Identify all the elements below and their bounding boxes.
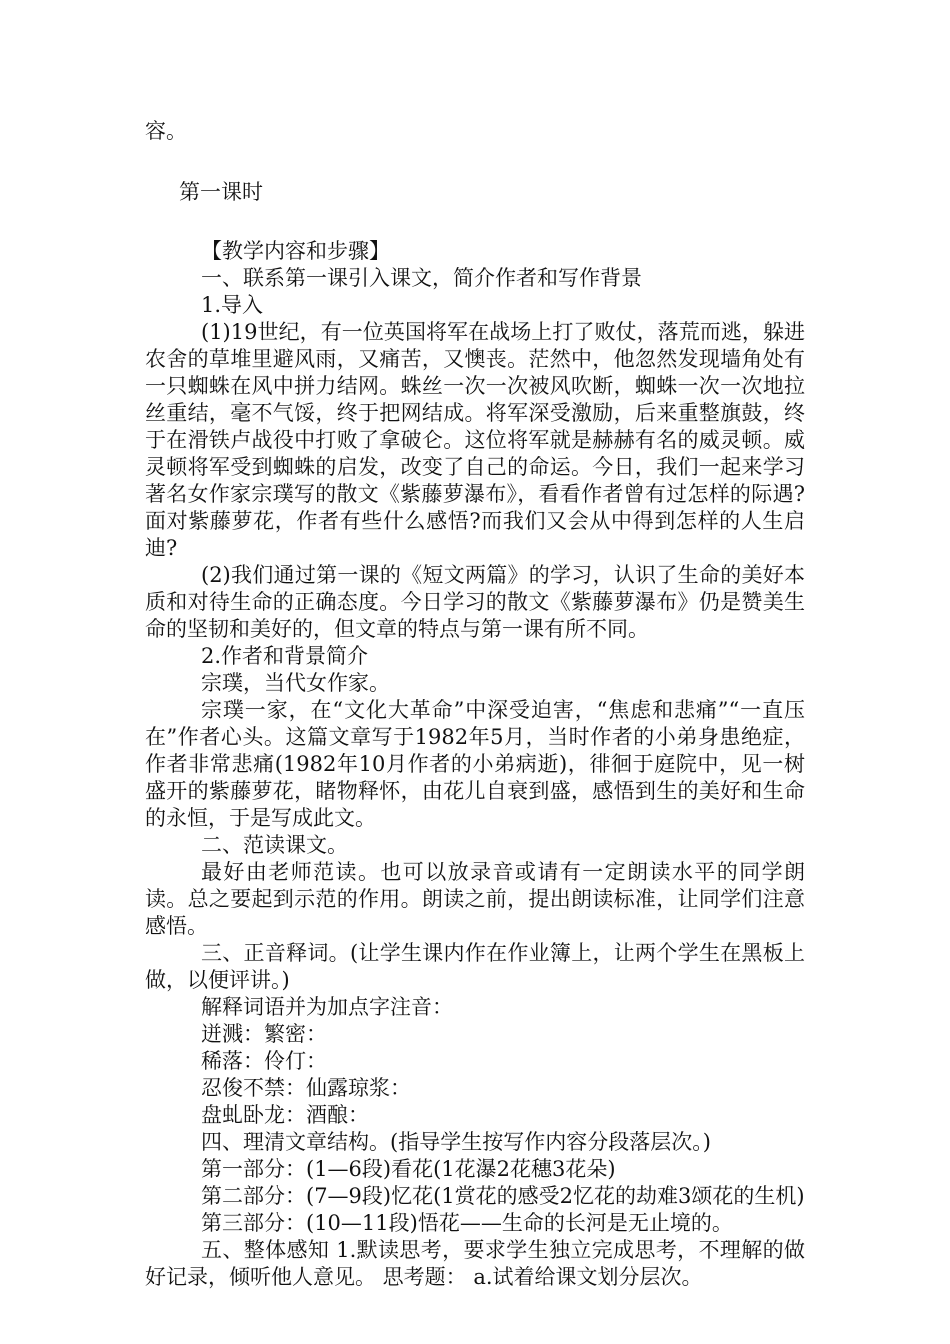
paragraph-intro-lesson: (2)我们通过第一课的《短文两篇》的学习，认识了生命的美好本质和对待生命的正确态度。今日学习的散文《紫藤萝瀑布》仍是赞美生命的坚韧和美好的，但文章的特点与第一课有所不同。 (145, 563, 805, 641)
section-heading-5: 五、整体感知 1.默读思考，要求学生独立完成思考，不理解的做好记录，倾听他人意见。 思考题： a.试着给课文划分层次。 (145, 1238, 805, 1289)
paragraph-author: 宗璞，当代女作家。 (201, 671, 390, 695)
lesson-title: 第一课时 (179, 180, 263, 204)
vocab-line-4: 盘虬卧龙：酒酿： (201, 1103, 369, 1127)
paragraph-intro-story: (1)19世纪，有一位英国将军在战场上打了败仗，落荒而逃，躲进农舍的草堆里避风雨，又痛苦，又懊丧。茫然中，他忽然发现墙角处有一只蜘蛛在风中拼力结网。蛛丝一次一次被风吹断，蜘蛛一次一次地拉丝重结，毫不气馁，终于把网结成。将军深受激励，后来重整旗鼓，终于在滑铁卢战役中打败了拿破仑。这位将军就是赫赫有名的威灵顿。威灵顿将军受到蜘蛛的启发，改变了自己的命运。今日，我们一起来学习著名女作家宗璞写的散文《紫藤萝瀑布》，看看作者曾有过怎样的际遇?面对紫藤萝花，作者有些什么感悟?而我们又会从中得到怎样的人生启迪? (145, 320, 805, 560)
structure-part-1: 第一部分：(1—6段)看花(1花瀑2花穗3花朵) (201, 1157, 616, 1181)
paragraph-background: 宗璞一家，在“文化大革命”中深受迫害，“焦虑和悲痛”“一直压在”作者心头。这篇文章写于1982年5月，当时作者的小弟身患绝症，作者非常悲痛(1982年10月作者的小弟病逝)，徘徊于庭院中，见一树盛开的紫藤萝花，睹物释怀，由花儿自衰到盛，感悟到生的美好和生命的永恒，于是写成此文。 (145, 698, 805, 830)
paragraph-continuation: 容。 (145, 119, 187, 143)
paragraph-reading: 最好由老师范读。也可以放录音或请有一定朗读水平的同学朗读。总之要起到示范的作用。朗读之前，提出朗读标准，让同学们注意感悟。 (145, 860, 805, 938)
subheading-author-background: 2.作者和背景简介 (201, 644, 369, 668)
subheading-intro: 1.导入 (201, 293, 264, 317)
section-heading-3: 三、正音释词。(让学生课内作在作业簿上，让两个学生在黑板上做，以便评讲。) (145, 941, 805, 992)
structure-part-3: 第三部分：(10—11段)悟花——生命的长河是无止境的。 (201, 1211, 733, 1235)
section-heading-4: 四、理清文章结构。(指导学生按写作内容分段落层次。) (201, 1130, 711, 1154)
section-heading-1: 一、联系第一课引入课文，简介作者和写作背景 (201, 266, 642, 290)
document-page (145, 118, 805, 1291)
vocab-line-3: 忍俊不禁：仙露琼浆： (201, 1076, 411, 1100)
vocab-line-1: 迸溅：繁密： (201, 1022, 327, 1046)
vocab-line-2: 稀落：伶仃： (201, 1049, 327, 1073)
structure-part-2: 第二部分：(7—9段)忆花(1赏花的感受2忆花的劫难3颂花的生机) (201, 1184, 805, 1208)
section-heading-content-steps: 【教学内容和步骤】 (201, 239, 390, 263)
paragraph-vocab-instruction: 解释词语并为加点字注音： (201, 995, 453, 1019)
section-heading-2: 二、范读课文。 (201, 833, 348, 857)
